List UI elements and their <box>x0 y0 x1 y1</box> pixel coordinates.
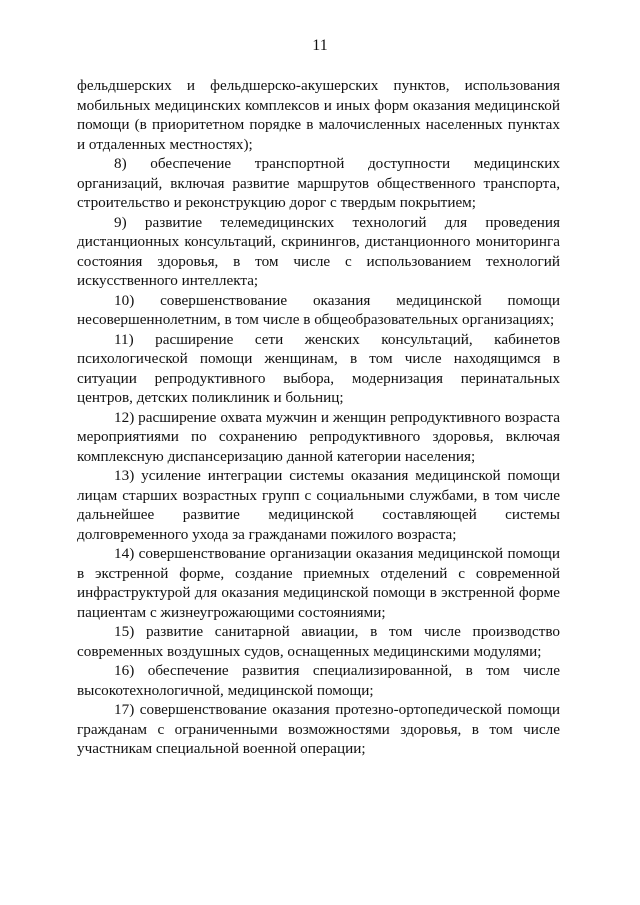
list-item-15: 15) развитие санитарной авиации, в том числе производство современных воздушных судов, оснащенных медицинскими модулями; <box>77 623 560 660</box>
list-item-16: 16) обеспечение развития специализированной, в том числе высокотехнологичной, медицинской помощи; <box>77 662 560 699</box>
list-item-17: 17) совершенствование оказания протезно-ортопедической помощи гражданам с ограниченными возможностями здоровья, в том числе участникам специальной военной операции; <box>77 701 560 757</box>
list-item-10: 10) совершенствование оказания медицинской помощи несовершеннолетним, в том числе в общеобразовательных организациях; <box>77 291 560 328</box>
list-item-14: 14) совершенствование организации оказания медицинской помощи в экстренной форме, создание приемных отделений с современной инфраструктурой для оказания медицинской помощи в экстренной форме пациентам с жизнеугрожающими состояниями; <box>77 545 560 621</box>
list-item-13: 13) усиление интеграции системы оказания медицинской помощи лицам старших возрастных групп с социальными службами, в том числе дальнейшее развитие медицинской составляющей системы долговременного ухода за гражданами пожилого возраста; <box>77 467 560 543</box>
list-item-9: 9) развитие телемедицинских технологий для проведения дистанционных консультаций, скринингов, дистанционного мониторинга состояния здоровья, в том числе с использованием технологий искусственного интеллекта; <box>77 213 560 289</box>
page-number: 11 <box>312 37 328 54</box>
list-item-8: 8) обеспечение транспортной доступности медицинских организаций, включая развитие маршрутов общественного транспорта, строительство и реконструкцию дорог с твердым покрытием; <box>77 155 560 211</box>
list-item-12: 12) расширение охвата мужчин и женщин репродуктивного возраста мероприятиями по сохранению репродуктивного здоровья, включая комплексную диспансеризацию данной категории населения; <box>77 408 560 465</box>
document-body <box>77 76 560 759</box>
paragraph-continuation: фельдшерских и фельдшерско-акушерских пунктов, использования мобильных медицинских комплексов и иных форм оказания медицинской помощи (в приоритетном порядке в малочисленных населенных пунктах и отдаленных местностях); <box>77 77 560 153</box>
list-item-11: 11) расширение сети женских консультаций, кабинетов психологической помощи женщинам, в том числе находящимся в ситуации репродуктивного выбора, модернизация перинатальных центров, детских поликлиник и больниц; <box>77 330 560 406</box>
